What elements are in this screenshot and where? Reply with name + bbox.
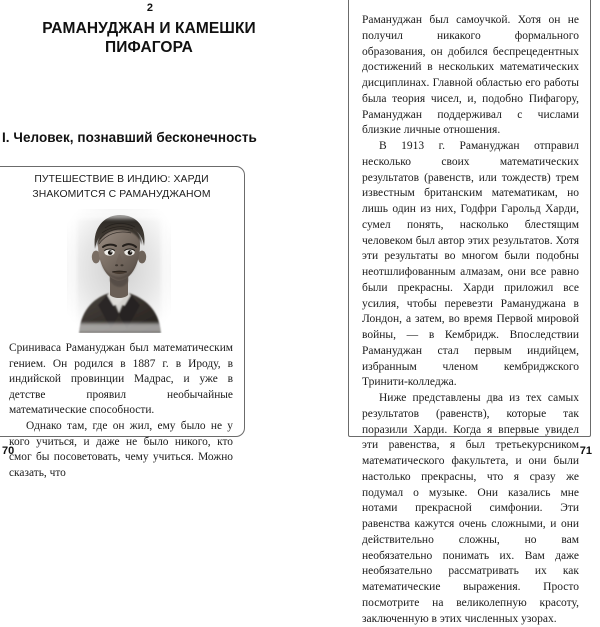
left-page — [0, 0, 300, 479]
page-title: РАМАНУДЖАН И КАМЕШКИ ПИФАГОРА — [42, 20, 256, 56]
right-body-text — [362, 13, 579, 627]
body-paragraph: Ниже представлены два из тех самых результатов (равенств), которые так поразили Харди. Когда я впервые увидел эти равенства, я был третьекурсником математического факультета, и они были настолько прекрасны, что я сразу же подумал о музыке. Они казались мне нотами прекрасной симфонии. Эти равенства кажутся очень сложными, и они действительно сложны, но вам необязательно понимать их. Вам даже необязательно рассматривать их как математические выражения. Просто посмотрите на великолепную красоту, заключенную в этих численных узорах. — [362, 392, 579, 625]
chapter-number: 2 — [146, 2, 154, 14]
portrait-figure — [0, 209, 244, 333]
callout-title: ПУТЕШЕСТВИЕ В ИНДИЮ: ХАРДИ ЗНАКОМИТСЯ С РАМАНУДЖАНОМ — [32, 174, 211, 200]
callout-paragraph: Сриниваса Рамануджан был математическим гением. Он родился в 1887 г. в Ироду, в индийской провинции Мадрас, и уже в детстве проявил необычайные математические способности. — [9, 342, 233, 417]
ramanujan-portrait-image — [67, 209, 171, 333]
body-paragraph: Рамануджан был самоучкой. Хотя он не получил никакого формального образования, он добился беспрецедентных достижений в нескольких математических дисциплинах. Главной областью его работы была теория чисел, и, подобно Пифагору, Рамануджан поддерживал с числами близкие личные отношения. — [362, 14, 579, 137]
page-number-left: 70 — [2, 445, 15, 457]
section-heading: I. Человек, познавший бесконечность — [2, 130, 257, 145]
page-number-right: 71 — [579, 445, 592, 457]
right-page — [300, 0, 600, 625]
body-paragraph: В 1913 г. Рамануджан отправил несколько своих математических результатов (равенств, или тождеств) трем известным британским математикам, но лишь один из них, Годфри Гарольд Харди, сумел понять, насколько блестящим человеком был автор этих результатов. Хотя эти результаты во многом были подобны неотшлифованным алмазам, они все равно были прекрасны. Харди приложил все усилия, чтобы перевезти Рамануджана в Лондон, а затем, во время Первой мировой войны, — в Кембридж. Впоследствии Рамануджан стал первым индийцем, избранным членом кембриджского Тринити-колледжа. — [362, 140, 579, 389]
callout-body-text — [9, 341, 233, 481]
callout-paragraph: Однако там, где он жил, ему было не у кого учиться, и даже не было никого, кто смог бы посоветовать, чему учиться. Можно сказать, что — [9, 419, 233, 479]
